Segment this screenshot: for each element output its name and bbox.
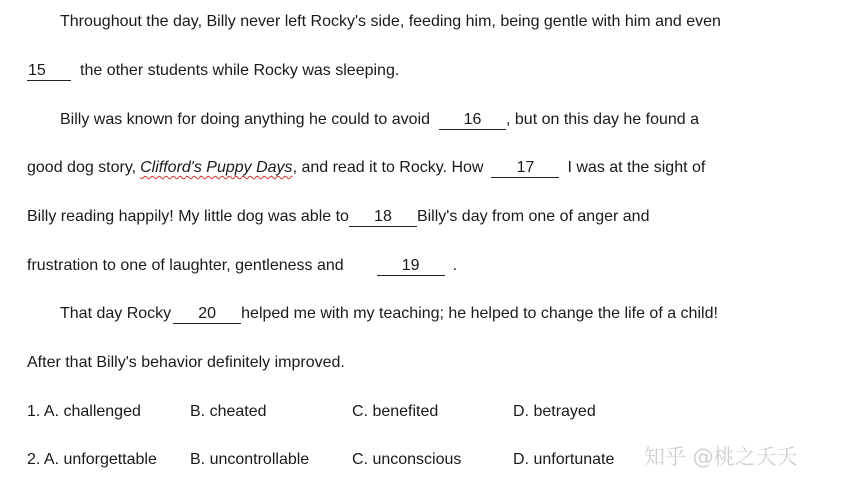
passage-text: , and read it to Rocky. How [292,159,484,176]
option-d: D. betrayed [513,403,596,420]
blank-17: 17 [491,158,559,178]
option-b: B. uncontrollable [190,451,310,468]
book-title: Clifford's Puppy Days [140,159,293,176]
passage-text: I was at the sight of [567,159,706,176]
passage-line-4 [27,157,705,179]
question-1 [27,401,141,423]
passage-text: Billy was known for doing anything he could to avoid [60,111,430,128]
blank-18: 18 [349,207,417,227]
passage-line-7 [60,303,718,325]
option-a: A. unforgettable [43,451,157,468]
passage-text: helped me with my teaching; he helped to change the life of a child! [241,305,718,322]
passage-line-5 [27,206,649,228]
passage-text: the other students while Rocky was sleeping. [80,62,400,79]
passage-text: That day Rocky [60,305,172,322]
passage-text: . [452,257,458,274]
blank-15: 15 [27,61,71,81]
blank-20: 20 [173,304,241,324]
option-a: A. challenged [43,403,141,420]
passage-text: Billy's day from one of anger and [416,208,650,225]
passage-text: good dog story, [27,159,137,176]
passage-line-6 [27,255,457,277]
passage-line-1 [60,11,721,33]
passage-line-2 [27,60,399,82]
option-c: C. benefited [352,403,439,420]
passage-line-8 [27,352,345,374]
passage-text: , but on this day he found a [506,111,700,128]
question-number: 1. [27,403,41,420]
watermark: 知乎 @桃之夭夭 [644,445,798,469]
blank-19: 19 [377,256,445,276]
passage-text: Throughout the day, Billy never left Rocky's side, feeding him, being gentle with him and even [60,13,721,30]
passage-text: After that Billy's behavior definitely improved. [27,354,345,371]
passage-text: Billy reading happily! My little dog was able to [27,208,349,225]
question-number: 2. [27,451,41,468]
passage-line-3 [60,109,699,131]
option-d: D. unfortunate [513,451,615,468]
option-b: B. cheated [190,403,267,420]
blank-16: 16 [439,110,506,130]
question-2 [27,449,157,471]
option-c: C. unconscious [352,451,462,468]
passage-text: frustration to one of laughter, gentleness and [27,257,344,274]
